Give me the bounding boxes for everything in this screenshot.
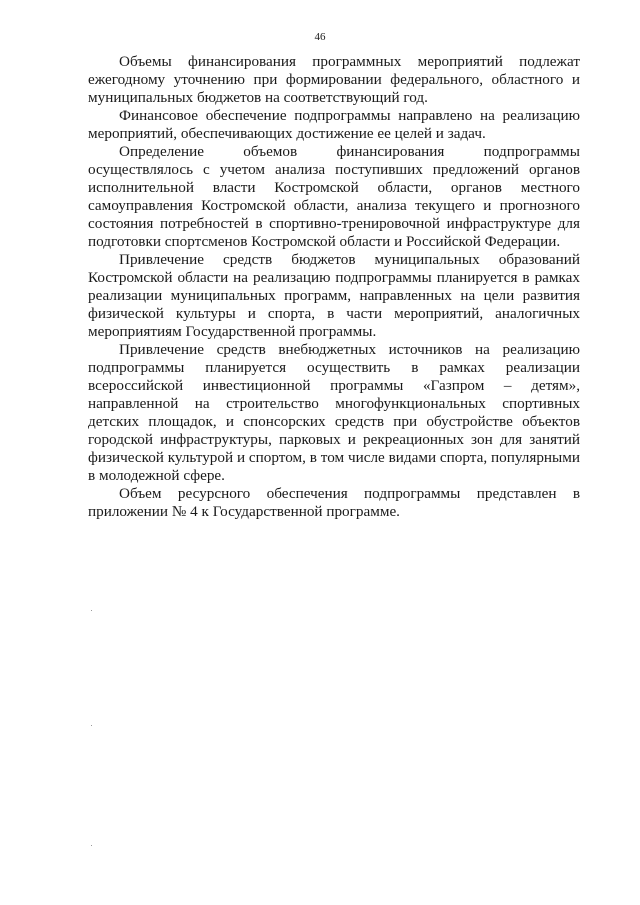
page-number: 46 — [314, 31, 326, 43]
scan-speck — [91, 845, 92, 846]
scan-speck — [91, 725, 92, 726]
paragraph-resource-support: Объем ресурсного обеспечения подпрограммы представлен в приложении № 4 к Государственной программе. — [88, 485, 580, 520]
scan-speck — [91, 610, 92, 611]
document-body — [88, 53, 580, 521]
paragraph-financing-volumes: Объемы финансирования программных мероприятий подлежат ежегодному уточнению при формировании федерального, областного и муниципальных бюджетов на соответствующий год. — [88, 53, 580, 106]
paragraph-financing-determination: Определение объемов финансирования подпрограммы осуществлялось с учетом анализа поступивших предложений органов исполнительной власти Костромской области, органов местного самоуправления Костромской области, анализа текущего и прогнозного состояния потребностей в спортивно-тренировочной инфраструктуре для подготовки спортсменов Костромской области и Российской Федерации. — [88, 143, 580, 250]
paragraph-extrabudgetary-funds: Привлечение средств внебюджетных источников на реализацию подпрограммы планируется осуществить в рамках реализации всероссийской инвестиционной программы «Газпром – детям», направленной на строительство многофункциональных спортивных детских площадок, и спонсорских средств при обустройстве объектов городской инфраструктуры, парковых и рекреационных зон для занятий физической культурой и спортом, в том числе видами спорта, популярными в молодежной сфере. — [88, 341, 580, 484]
paragraph-municipal-funds: Привлечение средств бюджетов муниципальных образований Костромской области на реализацию подпрограммы планируется в рамках реализации муниципальных программ, направленных на цели развития физической культуры и спорта, в части мероприятий, аналогичных мероприятиям Государственной программы. — [88, 251, 580, 340]
paragraph-financial-support: Финансовое обеспечение подпрограммы направлено на реализацию мероприятий, обеспечивающих достижение ее целей и задач. — [88, 107, 580, 142]
